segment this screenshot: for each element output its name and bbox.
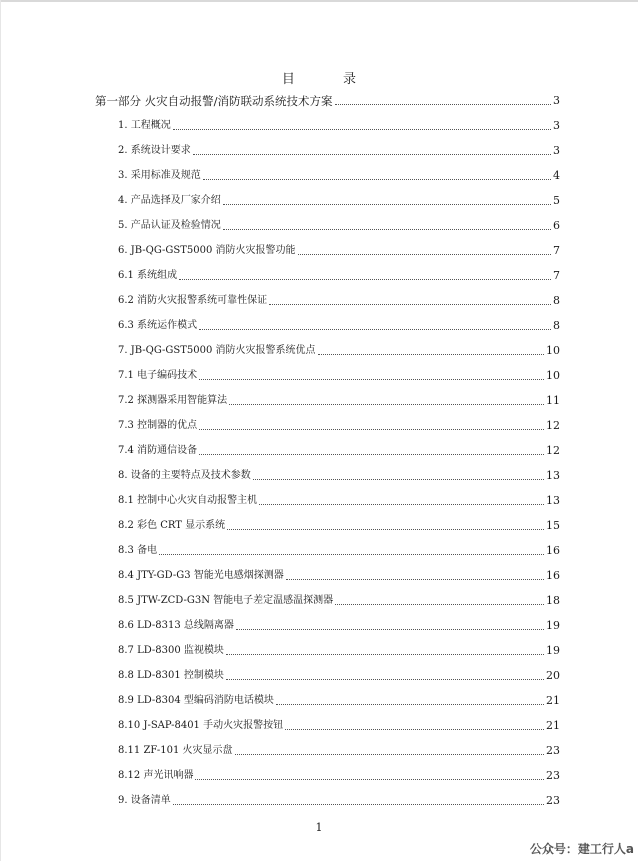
toc-entry[interactable] [118,468,560,484]
toc-entry[interactable] [118,418,560,434]
toc-entry[interactable] [118,218,560,234]
toc-entry-page: 15 [546,519,560,532]
toc-entry-page: 18 [546,594,560,607]
toc-entry-label: 3. 采用标准及规范 [118,170,201,181]
toc-entry-page: 21 [546,694,560,707]
toc-entry-label: 6.1 系统组成 [118,270,178,281]
toc-entry-label: 5. 产品认证及检验情况 [118,220,221,231]
toc-entry[interactable] [118,643,560,659]
toc-entry-page: 3 [553,94,560,107]
toc-entry-label: 6.3 系统运作模式 [118,320,198,331]
toc-entry[interactable] [118,193,560,209]
toc-dot-leader [223,204,551,205]
toc-entry-label: 6.2 消防火灾报警系统可靠性保证 [118,295,268,306]
toc-dot-leader [259,504,544,505]
toc-dot-leader [335,604,544,605]
toc-entry[interactable] [118,493,560,509]
toc-entry[interactable] [118,568,560,584]
toc-entry[interactable] [118,318,560,334]
toc-entry-page: 23 [546,769,560,782]
toc-entry-label: 7.1 电子编码技术 [118,370,198,381]
toc-entry-page: 13 [546,494,560,507]
toc-entry-page: 19 [546,619,560,632]
watermark-text: 公众号：建工行人a [529,842,634,856]
toc-entry[interactable] [118,743,560,759]
toc-entry-page: 19 [546,644,560,657]
toc-dot-leader [235,754,544,755]
toc-dot-leader [199,379,544,380]
toc-entry-label: 8.9 LD-8304 型编码消防电话模块 [118,695,274,706]
toc-entry-label: 9. 设备清单 [118,795,171,806]
toc-entry-page: 5 [553,194,560,207]
toc-entry[interactable] [118,143,560,159]
toc-entry[interactable] [95,93,560,109]
toc-entry-page: 8 [553,319,560,332]
toc-entry-page: 4 [553,169,560,182]
toc-entry-label: 8.5 JTW-ZCD-G3N 智能电子差定温感温探测器 [118,595,334,606]
toc-entry-label: 8.1 控制中心火灾自动报警主机 [118,495,258,506]
toc-title: 目 录 [281,72,379,87]
toc-entry-page: 13 [546,469,560,482]
toc-dot-leader [335,104,551,105]
toc-entry[interactable] [118,718,560,734]
toc-dot-leader [318,354,544,355]
toc-entry-page: 12 [546,419,560,432]
toc-entry-label: 8.6 LD-8313 总线隔离器 [118,620,234,631]
toc-entry[interactable] [118,343,560,359]
toc-dot-leader [276,704,544,705]
toc-entry-label: 4. 产品选择及厂家介绍 [118,195,221,206]
toc-entry[interactable] [118,168,560,184]
toc-entry[interactable] [118,243,560,259]
toc-entry-label: 8. 设备的主要特点及技术参数 [118,470,251,481]
toc-dot-leader [236,629,544,630]
toc-entry-label: 8.4 JTY-GD-G3 智能光电感烟探测器 [118,570,284,581]
toc-entry[interactable] [118,668,560,684]
toc-entry[interactable] [118,693,560,709]
toc-dot-leader [203,179,551,180]
toc-entry-page: 3 [553,144,560,157]
toc-entry-label: 8.2 彩色 CRT 显示系统 [118,520,226,531]
toc-entry[interactable] [118,443,560,459]
toc-dot-leader [199,329,551,330]
toc-entry[interactable] [118,293,560,309]
toc-entry-label: 2. 系统设计要求 [118,145,191,156]
toc-dot-leader [195,779,544,780]
page-number: 1 [315,821,323,834]
toc-dot-leader [199,454,544,455]
toc-dot-leader [173,804,544,805]
page-left-edge [0,0,1,861]
toc-dot-leader [226,654,544,655]
toc-entry-page: 7 [553,244,560,257]
toc-entry-page: 16 [546,569,560,582]
toc-dot-leader [269,304,551,305]
toc-dot-leader [223,229,551,230]
toc-entry-page: 8 [553,294,560,307]
toc-dot-leader [298,254,551,255]
toc-entry-label: 8.3 备电 [118,545,158,556]
toc-entry[interactable] [118,268,560,284]
toc-entry[interactable] [118,593,560,609]
toc-entry[interactable] [118,768,560,784]
toc-dot-leader [159,554,544,555]
toc-entry-label: 8.12 声光讯响器 [118,770,194,781]
toc-entry-page: 21 [546,719,560,732]
page-top-edge [0,0,638,2]
toc-entry-page: 12 [546,444,560,457]
toc-entry[interactable] [118,618,560,634]
toc-dot-leader [173,129,551,130]
toc-entry-page: 20 [546,669,560,682]
toc-entry[interactable] [118,118,560,134]
toc-dot-leader [227,529,544,530]
toc-entry-page: 7 [553,269,560,282]
toc-entry-label: 6. JB-QG-GST5000 消防火灾报警功能 [118,245,296,256]
toc-dot-leader [285,729,544,730]
toc-entry[interactable] [118,543,560,559]
toc-entry-page: 23 [546,794,560,807]
toc-dot-leader [229,404,544,405]
toc-entry-page: 10 [546,344,560,357]
toc-dot-leader [253,479,544,480]
toc-entry[interactable] [118,793,560,809]
toc-entry[interactable] [118,518,560,534]
toc-entry-page: 11 [546,394,560,407]
toc-dot-leader [179,279,551,280]
toc-entry-label: 1. 工程概况 [118,120,171,131]
toc-entry-page: 23 [546,744,560,757]
toc-dot-leader [226,679,544,680]
toc-entry-label: 8.11 ZF-101 火灾显示盘 [118,745,233,756]
toc-entry-page: 3 [553,119,560,132]
toc-entry-page: 10 [546,369,560,382]
toc-entry-label: 7.4 消防通信设备 [118,445,198,456]
toc-dot-leader [286,579,544,580]
toc-entry[interactable] [118,393,560,409]
toc-entry-label: 8.10 J-SAP-8401 手动火灾报警按钮 [118,720,284,731]
toc-entry[interactable] [118,368,560,384]
toc-entry-label: 7.2 探测器采用智能算法 [118,395,228,406]
toc-entry-label: 7.3 控制器的优点 [118,420,198,431]
toc-dot-leader [193,154,551,155]
toc-dot-leader [199,429,544,430]
toc-entry-label: 第一部分 火灾自动报警/消防联动系统技术方案 [95,94,333,108]
toc-entry-label: 8.8 LD-8301 控制模块 [118,670,224,681]
toc-entry-label: 7. JB-QG-GST5000 消防火灾报警系统优点 [118,345,316,356]
toc-entry-page: 6 [553,219,560,232]
toc-entry-page: 16 [546,544,560,557]
toc-entry-label: 8.7 LD-8300 监视模块 [118,645,224,656]
